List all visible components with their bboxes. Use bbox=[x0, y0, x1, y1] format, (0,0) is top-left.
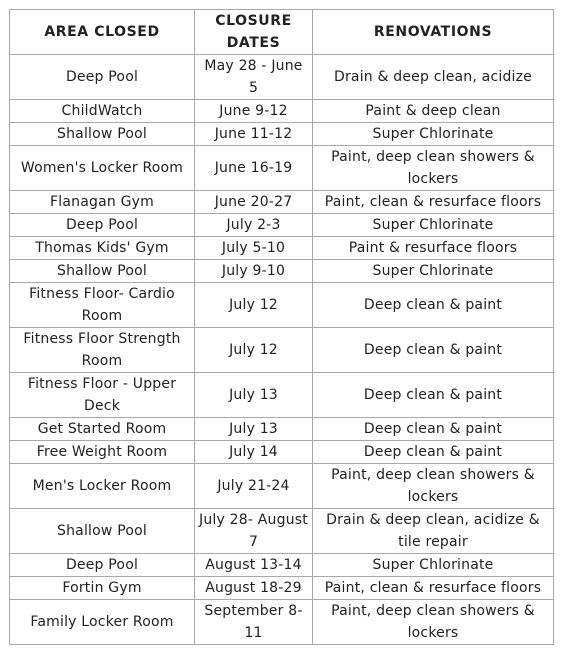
cell-renovations: Paint & resurface floors bbox=[313, 237, 554, 260]
cell-renovations: Paint & deep clean bbox=[313, 100, 554, 123]
cell-closure-dates: June 9-12 bbox=[195, 100, 313, 123]
cell-area-closed: Fitness Floor Strength Room bbox=[10, 328, 195, 373]
cell-renovations: Super Chlorinate bbox=[313, 554, 554, 577]
table-row bbox=[10, 418, 554, 441]
cell-area-closed: Men's Locker Room bbox=[10, 464, 195, 509]
cell-closure-dates: August 18-29 bbox=[195, 577, 313, 600]
cell-renovations: Drain & deep clean, acidize & tile repair bbox=[313, 509, 554, 554]
cell-area-closed: Fortin Gym bbox=[10, 577, 195, 600]
table-row bbox=[10, 146, 554, 191]
table-row bbox=[10, 577, 554, 600]
cell-renovations: Paint, clean & resurface floors bbox=[313, 577, 554, 600]
cell-area-closed: Thomas Kids' Gym bbox=[10, 237, 195, 260]
cell-area-closed: Fitness Floor - Upper Deck bbox=[10, 373, 195, 418]
cell-area-closed: Shallow Pool bbox=[10, 260, 195, 283]
cell-closure-dates: July 2-3 bbox=[195, 214, 313, 237]
closure-schedule-table bbox=[9, 9, 554, 645]
cell-renovations: Drain & deep clean, acidize bbox=[313, 55, 554, 100]
cell-renovations: Paint, deep clean showers & lockers bbox=[313, 146, 554, 191]
table-row bbox=[10, 191, 554, 214]
table-row bbox=[10, 509, 554, 554]
cell-area-closed: Deep Pool bbox=[10, 55, 195, 100]
table-row bbox=[10, 55, 554, 100]
cell-area-closed: Deep Pool bbox=[10, 214, 195, 237]
cell-area-closed: Fitness Floor- Cardio Room bbox=[10, 283, 195, 328]
cell-closure-dates: June 16-19 bbox=[195, 146, 313, 191]
table-row bbox=[10, 328, 554, 373]
table-row bbox=[10, 441, 554, 464]
cell-closure-dates: July 28- August 7 bbox=[195, 509, 313, 554]
cell-renovations: Paint, deep clean showers & lockers bbox=[313, 464, 554, 509]
cell-renovations: Deep clean & paint bbox=[313, 441, 554, 464]
cell-closure-dates: July 13 bbox=[195, 373, 313, 418]
header-area-closed: AREA CLOSED bbox=[10, 10, 195, 55]
header-row bbox=[10, 10, 554, 55]
cell-renovations: Super Chlorinate bbox=[313, 123, 554, 146]
cell-renovations: Paint, clean & resurface floors bbox=[313, 191, 554, 214]
table-row bbox=[10, 260, 554, 283]
cell-closure-dates: July 12 bbox=[195, 328, 313, 373]
table-row bbox=[10, 554, 554, 577]
cell-area-closed: Shallow Pool bbox=[10, 509, 195, 554]
cell-closure-dates: July 13 bbox=[195, 418, 313, 441]
cell-area-closed: ChildWatch bbox=[10, 100, 195, 123]
table-row bbox=[10, 100, 554, 123]
header-closure-dates: CLOSURE DATES bbox=[195, 10, 313, 55]
cell-closure-dates: July 9-10 bbox=[195, 260, 313, 283]
cell-closure-dates: July 14 bbox=[195, 441, 313, 464]
cell-area-closed: Get Started Room bbox=[10, 418, 195, 441]
cell-renovations: Deep clean & paint bbox=[313, 418, 554, 441]
table-header bbox=[10, 10, 554, 55]
cell-renovations: Super Chlorinate bbox=[313, 214, 554, 237]
table-row bbox=[10, 237, 554, 260]
cell-renovations: Paint, deep clean showers & lockers bbox=[313, 600, 554, 645]
cell-area-closed: Shallow Pool bbox=[10, 123, 195, 146]
cell-closure-dates: August 13-14 bbox=[195, 554, 313, 577]
cell-closure-dates: May 28 - June 5 bbox=[195, 55, 313, 100]
table-body bbox=[10, 55, 554, 645]
cell-closure-dates: September 8-11 bbox=[195, 600, 313, 645]
cell-closure-dates: July 21-24 bbox=[195, 464, 313, 509]
table-row bbox=[10, 123, 554, 146]
cell-closure-dates: June 20-27 bbox=[195, 191, 313, 214]
cell-area-closed: Women's Locker Room bbox=[10, 146, 195, 191]
cell-closure-dates: June 11-12 bbox=[195, 123, 313, 146]
cell-renovations: Deep clean & paint bbox=[313, 283, 554, 328]
cell-renovations: Deep clean & paint bbox=[313, 328, 554, 373]
cell-area-closed: Family Locker Room bbox=[10, 600, 195, 645]
cell-area-closed: Flanagan Gym bbox=[10, 191, 195, 214]
table-row bbox=[10, 373, 554, 418]
table-row bbox=[10, 283, 554, 328]
cell-area-closed: Free Weight Room bbox=[10, 441, 195, 464]
table-row bbox=[10, 464, 554, 509]
cell-closure-dates: July 5-10 bbox=[195, 237, 313, 260]
cell-renovations: Super Chlorinate bbox=[313, 260, 554, 283]
cell-renovations: Deep clean & paint bbox=[313, 373, 554, 418]
cell-area-closed: Deep Pool bbox=[10, 554, 195, 577]
table-row bbox=[10, 600, 554, 645]
header-renovations: RENOVATIONS bbox=[313, 10, 554, 55]
cell-closure-dates: July 12 bbox=[195, 283, 313, 328]
table-row bbox=[10, 214, 554, 237]
